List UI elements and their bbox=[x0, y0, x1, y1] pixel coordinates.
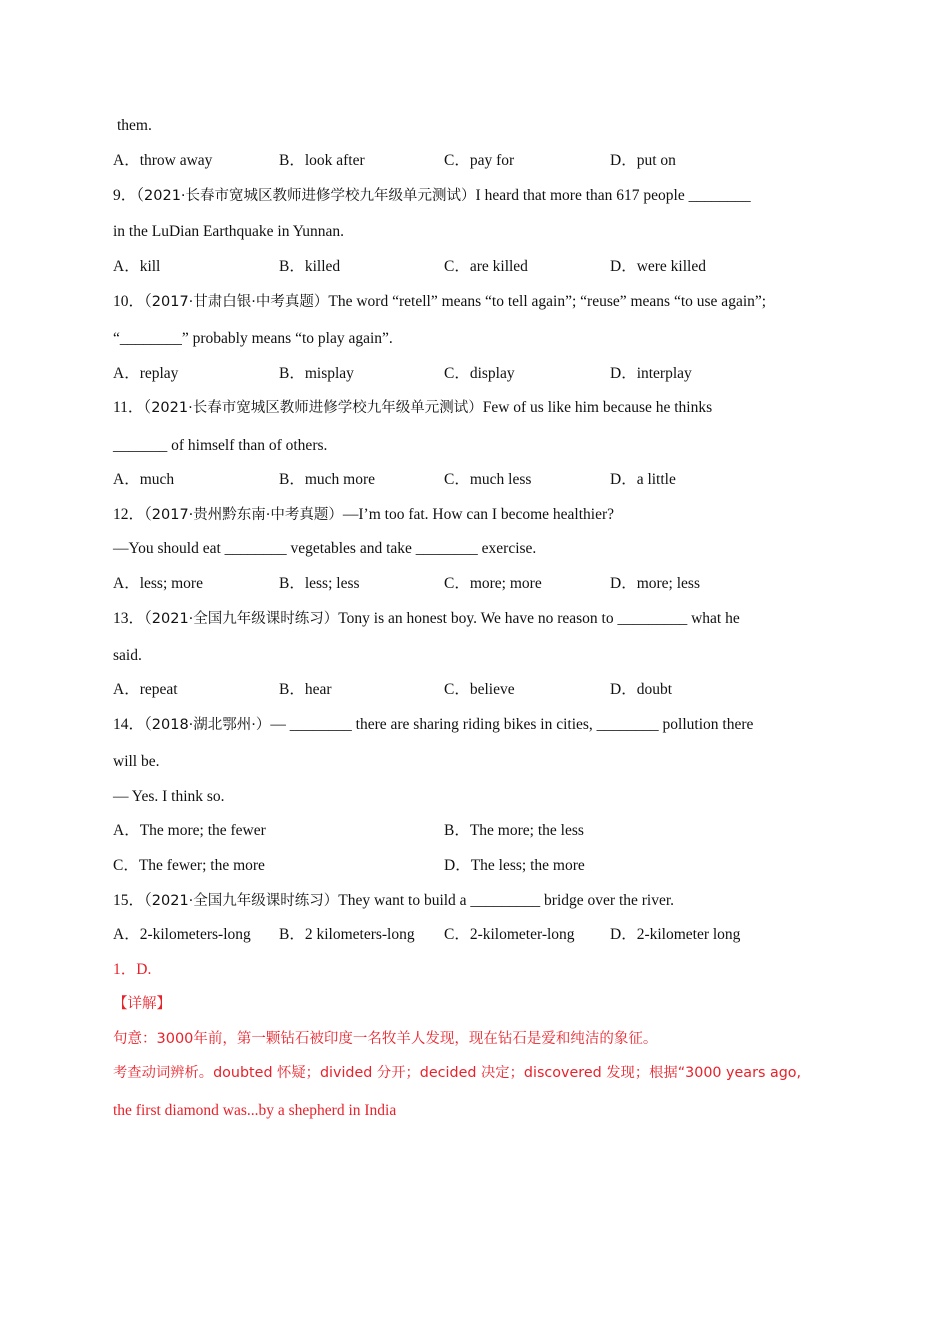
option-d: D．were killed bbox=[610, 258, 706, 275]
option-a: A．2-kilometers-long bbox=[113, 926, 251, 943]
option-c: C．pay for bbox=[444, 152, 515, 169]
answer-analysis-continued: the first diamond was...by a shepherd in India bbox=[113, 1102, 397, 1119]
option-b: B．much more bbox=[279, 471, 375, 488]
question-11: 11．（2021·长春市宽城区教师进修学校九年级单元测试）Few of us like him because he thinks bbox=[113, 399, 713, 416]
text-line: will be. bbox=[113, 753, 160, 770]
option-b: B．The more; the less bbox=[444, 822, 584, 839]
option-c: C．believe bbox=[444, 681, 515, 698]
option-c: C．more; more bbox=[444, 575, 542, 592]
option-b: B．2 kilometers-long bbox=[279, 926, 415, 943]
question-12: 12．（2017·贵州黔东南·中考真题）—I’m too fat. How can I become healthier? bbox=[113, 506, 615, 523]
option-b: B．hear bbox=[279, 681, 332, 698]
option-a: A．kill bbox=[113, 258, 161, 275]
option-d: D．2-kilometer long bbox=[610, 926, 741, 943]
text-line: in the LuDian Earthquake in Yunnan. bbox=[113, 223, 345, 240]
answer-detail-heading: 【详解】 bbox=[113, 996, 171, 1012]
option-d: D．more; less bbox=[610, 575, 700, 592]
question-source: 2021·长春市宽城区教师进修学校九年级单元测试） bbox=[144, 188, 476, 204]
question-9: 9．（2021·长春市宽城区教师进修学校九年级单元测试）I heard that more than 617 people ________ bbox=[113, 187, 751, 204]
text-line: —You should eat ________ vegetables and take ________ exercise. bbox=[113, 540, 537, 557]
text-line: said. bbox=[113, 647, 142, 664]
option-c: C．are killed bbox=[444, 258, 528, 275]
text-line: _______ of himself than of others. bbox=[113, 437, 328, 454]
answer-analysis: 考查动词辨析。doubted 怀疑；divided 分开；decided 决定；discovered 发现；根据“3000 years ago, bbox=[113, 1065, 802, 1081]
option-d: D．doubt bbox=[610, 681, 673, 698]
option-d: D．a little bbox=[610, 471, 676, 488]
option-c: C．display bbox=[444, 365, 515, 382]
question-13: 13．（2021·全国九年级课时练习）Tony is an honest boy. We have no reason to _________ what he bbox=[113, 610, 740, 627]
question-source: 2018·湖北鄂州·） bbox=[151, 717, 271, 733]
option-c: C．The fewer; the more bbox=[113, 857, 265, 874]
question-source: 2017·甘肃白银·中考真题） bbox=[151, 294, 329, 310]
option-a: A．The more; the fewer bbox=[113, 822, 266, 839]
answer-meaning: 句意：3000年前，第一颗钻石被印度一名牧羊人发现，现在钻石是爱和纯洁的象征。 bbox=[113, 1031, 658, 1047]
text-line: “________” probably means “to play again”. bbox=[113, 330, 393, 347]
option-b: B．misplay bbox=[279, 365, 354, 382]
option-a: A．much bbox=[113, 471, 175, 488]
text-line: — Yes. I think so. bbox=[113, 788, 225, 805]
answer-number: 1．D. bbox=[113, 961, 152, 978]
question-14: 14．（2018·湖北鄂州·）— ________ there are sharing riding bikes in cities, ________ pollution there bbox=[113, 716, 754, 733]
option-d: D．interplay bbox=[610, 365, 692, 382]
option-a: A．repeat bbox=[113, 681, 178, 698]
option-c: C．2-kilometer-long bbox=[444, 926, 575, 943]
question-10: 10．（2017·甘肃白银·中考真题）The word “retell” means “to tell again”; “reuse” means “to use again”; bbox=[113, 293, 767, 310]
question-source: 2021·全国九年级课时练习） bbox=[151, 893, 339, 909]
option-a: A．replay bbox=[113, 365, 179, 382]
question-15: 15．（2021·全国九年级课时练习）They want to build a _________ bridge over the river. bbox=[113, 892, 675, 909]
question-source: 2021·长春市宽城区教师进修学校九年级单元测试） bbox=[151, 400, 483, 416]
text-line: them. bbox=[117, 117, 152, 134]
option-d: D．The less; the more bbox=[444, 857, 585, 874]
option-b: B．look after bbox=[279, 152, 365, 169]
option-d: D．put on bbox=[610, 152, 676, 169]
option-c: C．much less bbox=[444, 471, 532, 488]
option-a: A．throw away bbox=[113, 152, 213, 169]
option-b: B．less; less bbox=[279, 575, 360, 592]
question-source: 2017·贵州黔东南·中考真题） bbox=[151, 507, 343, 523]
option-b: B．killed bbox=[279, 258, 341, 275]
question-source: 2021·全国九年级课时练习） bbox=[151, 611, 339, 627]
option-a: A．less; more bbox=[113, 575, 203, 592]
